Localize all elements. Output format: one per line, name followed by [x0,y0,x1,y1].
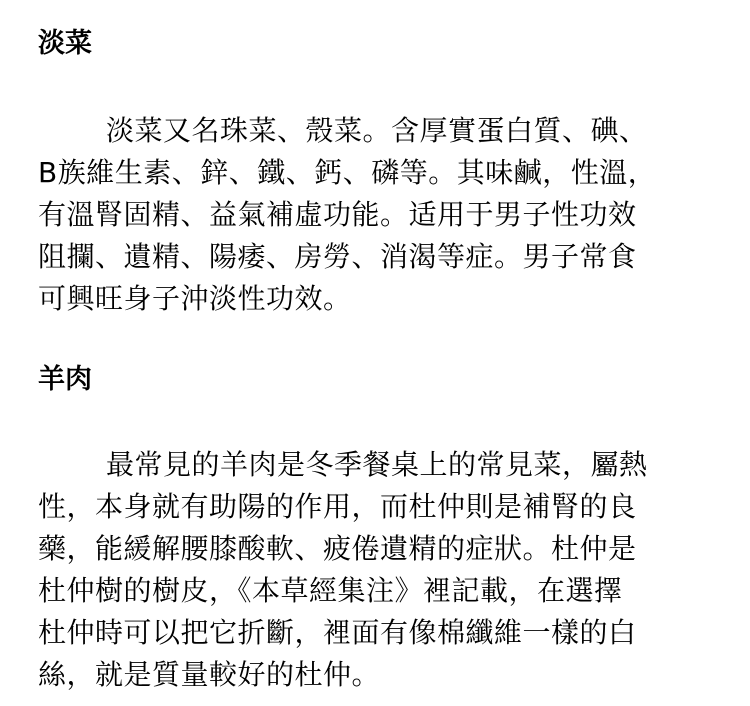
paragraph-line: 杜仲時可以把它折斷，裡面有像棉纖維一樣的白 [38,616,637,649]
paragraph-line: 阻攔、遺精、陽痿、房勞、消渴等症。男子常食 [38,240,637,273]
paragraph-line: 最常見的羊肉是冬季餐桌上的常見菜，屬熱 [106,448,648,481]
section-paragraph-dancai [38,110,656,320]
section-paragraph-yangrou [38,444,648,696]
paragraph-line: 杜仲樹的樹皮，《本草經集注》裡記載，在選擇 [38,574,623,607]
paragraph-line: 絲，就是質量較好的杜仲。 [38,658,381,691]
paragraph-line: 淡菜又名珠菜、殼菜。含厚實蛋白質、碘、 [106,114,648,147]
section-heading-yangrou: 羊肉 [38,364,92,395]
paragraph-line: 性，本身就有助陽的作用，而杜仲則是補腎的良 [38,490,637,523]
paragraph-line: 藥，能緩解腰膝酸軟、疲倦遺精的症狀。杜仲是 [38,532,637,565]
section-heading-dancai: 淡菜 [38,28,92,59]
paragraph-line: B族維生素、鋅、鐵、鈣、磷等。其味鹹，性溫， [38,156,657,189]
paragraph-line: 有溫腎固精、益氣補虛功能。适用于男子性功效 [38,198,637,231]
paragraph-line: 可興旺身子沖淡性功效。 [38,282,352,315]
